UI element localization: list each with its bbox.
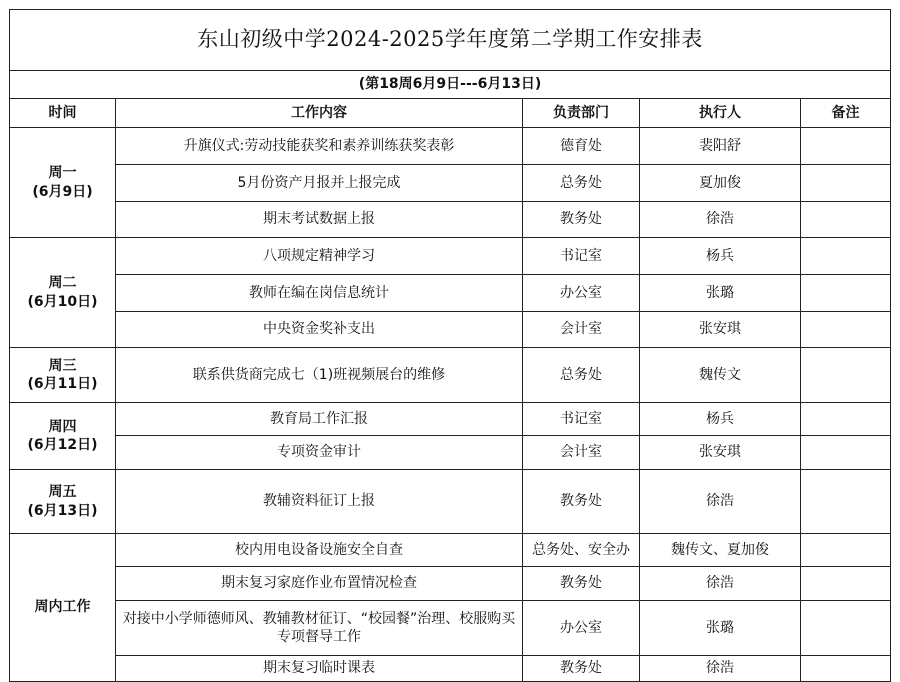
schedule-body <box>10 10 891 682</box>
task-content: 八项规定精神学习 <box>116 238 523 275</box>
task-dept: 书记室 <box>523 403 640 436</box>
task-dept: 教务处 <box>523 202 640 238</box>
task-dept: 总务处、安全办 <box>523 534 640 567</box>
task-content: 教师在编在岗信息统计 <box>116 275 523 312</box>
task-note <box>801 202 891 238</box>
header-row <box>10 99 891 128</box>
task-content: 联系供货商完成七（1)班视频展台的维修 <box>116 348 523 403</box>
task-dept: 办公室 <box>523 601 640 656</box>
task-note <box>801 470 891 534</box>
day-label: 周二 <box>48 275 77 292</box>
day-cell <box>10 128 116 238</box>
task-content: 教育局工作汇报 <box>116 403 523 436</box>
week-subtitle: (第18周6月9日---6月13日) <box>10 71 891 99</box>
task-content: 期末考试数据上报 <box>116 202 523 238</box>
day-date: (6月13日) <box>27 502 98 519</box>
day-label: 周三 <box>48 357 77 374</box>
table-row <box>10 567 891 601</box>
day-cell <box>10 470 116 534</box>
day-label: 周四 <box>48 418 77 435</box>
task-person: 裴阳舒 <box>640 128 801 165</box>
task-content: 中央资金奖补支出 <box>116 312 523 348</box>
task-note <box>801 601 891 656</box>
task-content: 升旗仪式:劳动技能获奖和素养训练获奖表彰 <box>116 128 523 165</box>
task-note <box>801 403 891 436</box>
day-cell <box>10 348 116 403</box>
task-note <box>801 656 891 682</box>
day-cell <box>10 534 116 682</box>
task-content: 对接中小学师德师风、教辅教材征订、“校园餐”治理、校服购买专项督导工作 <box>116 601 523 656</box>
header-note: 备注 <box>801 99 891 128</box>
day-cell <box>10 238 116 348</box>
table-row <box>10 238 891 275</box>
task-person: 张安琪 <box>640 312 801 348</box>
header-person: 执行人 <box>640 99 801 128</box>
task-person: 张安琪 <box>640 436 801 470</box>
header-content: 工作内容 <box>116 99 523 128</box>
header-time: 时间 <box>10 99 116 128</box>
task-note <box>801 436 891 470</box>
task-content: 期末复习临时课表 <box>116 656 523 682</box>
day-label: 周内工作 <box>34 599 91 616</box>
table-row <box>10 202 891 238</box>
task-content: 5月份资产月报并上报完成 <box>116 165 523 202</box>
task-dept: 教务处 <box>523 567 640 601</box>
task-content: 校内用电设备设施安全自查 <box>116 534 523 567</box>
day-date: (6月12日) <box>27 437 98 453</box>
task-dept: 德育处 <box>523 128 640 165</box>
task-person: 杨兵 <box>640 238 801 275</box>
table-row <box>10 348 891 403</box>
day-label: 周五 <box>48 484 77 501</box>
task-person: 夏加俊 <box>640 165 801 202</box>
task-dept: 书记室 <box>523 238 640 275</box>
day-label: 周一 <box>48 165 77 182</box>
task-person: 魏传文 <box>640 348 801 403</box>
task-person: 徐浩 <box>640 470 801 534</box>
task-person: 徐浩 <box>640 656 801 682</box>
day-cell <box>10 403 116 470</box>
task-content: 教辅资料征订上报 <box>116 470 523 534</box>
header-dept: 负责部门 <box>523 99 640 128</box>
day-date: (6月10日) <box>27 293 98 310</box>
table-row <box>10 312 891 348</box>
task-note <box>801 348 891 403</box>
task-dept: 总务处 <box>523 165 640 202</box>
task-content: 期末复习家庭作业布置情况检查 <box>116 567 523 601</box>
table-row <box>10 436 891 470</box>
task-note <box>801 534 891 567</box>
task-note <box>801 128 891 165</box>
page-title: 东山初级中学2024-2025学年度第二学期工作安排表 <box>10 10 891 71</box>
task-note <box>801 567 891 601</box>
table-row <box>10 601 891 656</box>
task-dept: 会计室 <box>523 436 640 470</box>
task-note <box>801 312 891 348</box>
table-row <box>10 165 891 202</box>
task-dept: 教务处 <box>523 470 640 534</box>
task-note <box>801 238 891 275</box>
task-dept: 教务处 <box>523 656 640 682</box>
task-dept: 会计室 <box>523 312 640 348</box>
table-row <box>10 128 891 165</box>
task-person: 杨兵 <box>640 403 801 436</box>
table-row <box>10 403 891 436</box>
schedule-table <box>9 9 891 682</box>
table-row <box>10 656 891 682</box>
task-person: 张璐 <box>640 601 801 656</box>
task-dept: 办公室 <box>523 275 640 312</box>
table-row <box>10 534 891 567</box>
table-row <box>10 275 891 312</box>
task-person: 徐浩 <box>640 202 801 238</box>
task-person: 张璐 <box>640 275 801 312</box>
task-note <box>801 275 891 312</box>
task-dept: 总务处 <box>523 348 640 403</box>
task-person: 魏传文、夏加俊 <box>640 534 801 567</box>
day-date: (6月11日) <box>27 376 98 392</box>
table-row <box>10 470 891 534</box>
task-note <box>801 165 891 202</box>
task-person: 徐浩 <box>640 567 801 601</box>
day-date: (6月9日) <box>32 183 93 200</box>
task-content: 专项资金审计 <box>116 436 523 470</box>
